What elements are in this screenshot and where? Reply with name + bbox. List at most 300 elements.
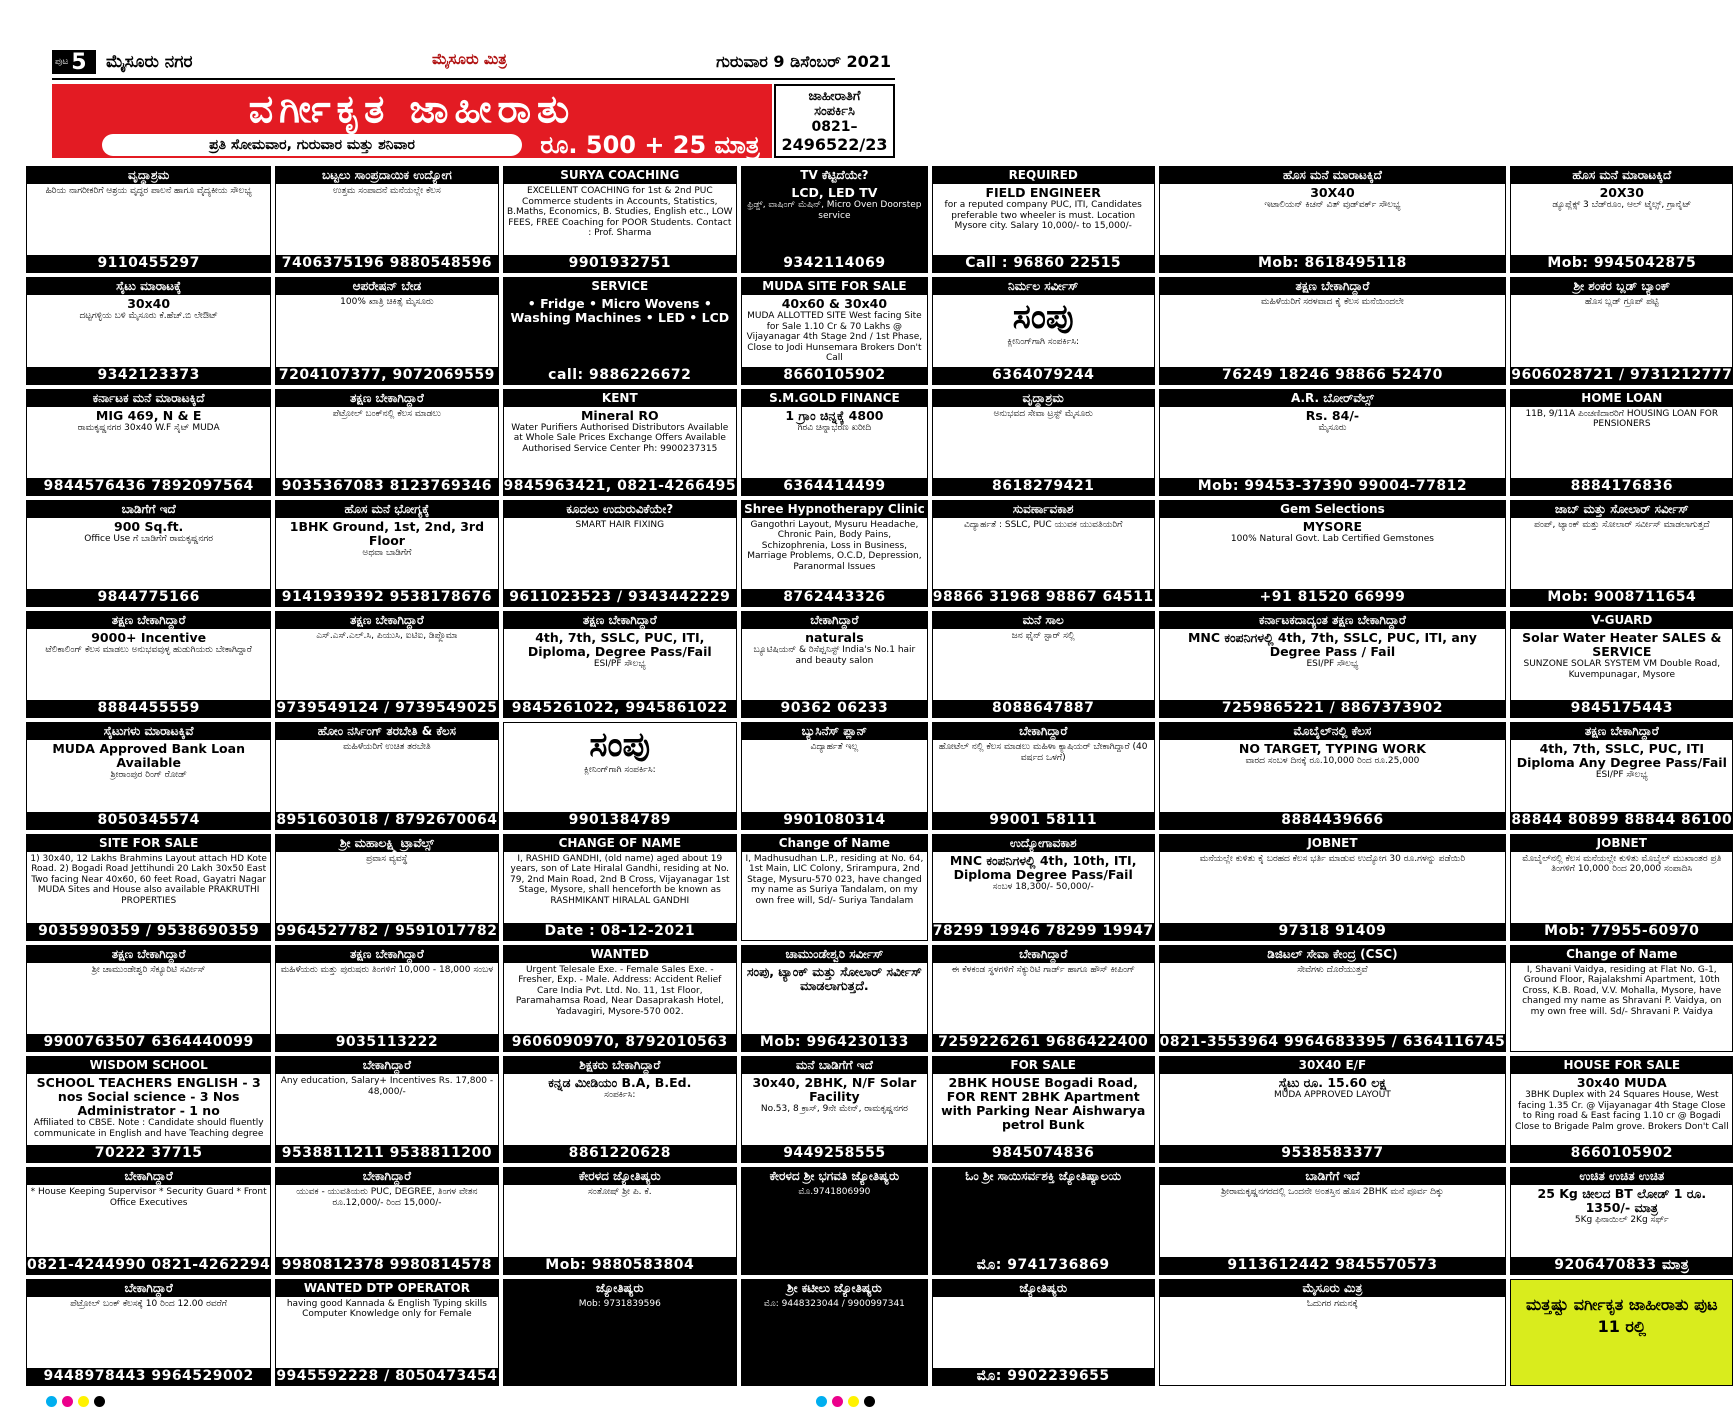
classified-ad (503, 1056, 738, 1163)
ad-highlight-text: ಸಂಪು, ಟ್ಯಾಂಕ್ ಮತ್ತು ಸೋಲಾರ್ ಸರ್ವೀಸ್ ಮಾಡಲಾಗುತ್ತದೆ. (746, 963, 922, 993)
classified-ad (741, 1167, 928, 1274)
classified-ad (503, 277, 738, 384)
classified-ad (275, 834, 498, 941)
ad-text: SMART HAIR FIXING (575, 519, 665, 530)
page-number-box (52, 50, 96, 74)
magenta-registration-mark (832, 1396, 843, 1407)
classified-ad (932, 1279, 1155, 1386)
ad-highlight-text: 1BHK Ground, 1st, 2nd, 3rd Floor (289, 518, 485, 548)
magenta-registration-mark (62, 1396, 73, 1407)
ad-heading: MUDA SITE FOR SALE (742, 278, 927, 295)
ad-heading: REQUIRED (933, 167, 1154, 184)
classified-ad (932, 611, 1155, 718)
ad-phone: 9449258555 (742, 1145, 927, 1162)
ad-body (933, 1074, 1154, 1145)
ad-body (27, 1074, 270, 1145)
ad-body (1160, 963, 1506, 1034)
classified-ad (503, 1167, 738, 1274)
ad-text: having good Kannada & English Typing skills Computer Knowledge only for Female (286, 1298, 487, 1320)
ad-body (1511, 1280, 1732, 1385)
ad-phone: 70222 37715 (27, 1145, 270, 1162)
ad-body (27, 740, 270, 811)
ad-phone: 9611023523 / 9343442229 (504, 589, 737, 606)
classified-ad (932, 166, 1155, 273)
ad-text: ಶ್ರೀರಾಮಕೃಷ್ಣನಗರದಲ್ಲಿ ಒಂದನೇ ಅಂತಸ್ತಿನ ಹೊಸ 2BHK ಮನೆ ಪೂರ್ವ ದಿಕ್ಕು (1221, 1187, 1444, 1198)
ad-heading: ತಕ್ಷಣ ಬೇಕಾಗಿದ್ದಾರೆ (27, 612, 270, 629)
cyan-registration-mark (46, 1396, 57, 1407)
ad-highlight-text: MNC ಕಂಪನಿಗಳಲ್ಲಿ 4th, 7th, SSLC, PUC, ITI, any Degree Pass / Fail (1187, 630, 1477, 660)
ad-text: Urgent Telesale Exe. - Female Sales Exe. - Fresher, Exp. - Male. Address: Accident Relief Care India Pvt. Ltd. No. 11, 1st Floor, Paramahamsa Road, Near Dasaprakash Hotel, Yadavagiri, Mysore-570 002. (515, 964, 724, 1017)
ad-body (933, 963, 1154, 1034)
ad-heading: ಬೇಕಾಗಿದ್ದಾರೆ (27, 1280, 270, 1297)
ad-heading: ಹೊಸ ಮನೆ ಮಾರಾಟಕ್ಕಿದೆ (1160, 167, 1506, 184)
ad-heading: ಜಾಬ್ ಮತ್ತು ಸೋಲಾರ್ ಸರ್ವೀಸ್ (1511, 501, 1732, 518)
ad-text: EXCELLENT COACHING for 1st & 2nd PUC Commerce students in Accounts, Statistics, B.Maths, Economics, B. Studies, English etc., LOW FEES, FREE Coaching for POOR Students. Contact : Prof. Sharma (507, 186, 733, 238)
classified-ad (26, 945, 271, 1052)
issue-date: ಗುರುವಾರ 9 ಡಿಸೆಂಬರ್ 2021 (716, 52, 891, 71)
ad-body (504, 723, 737, 811)
classified-ad (1159, 166, 1507, 273)
classified-ad (1510, 1056, 1733, 1163)
ad-highlight-text: Solar Water Heater SALES & SERVICE (1522, 630, 1722, 660)
ad-body (742, 963, 927, 1034)
ad-body (27, 1185, 270, 1256)
ad-body (1511, 184, 1732, 255)
ad-phone: 8762443326 (742, 589, 927, 606)
ad-text: ಹಿರಿಯ ನಾಗರೀಕರಿಗೆ ಆಶ್ರಯ ವೃದ್ಧರ ಪಾಲನೆ ಹಾಗೂ ವೈದ್ಯಕೀಯ ಸೌಲಭ್ಯ (45, 186, 252, 196)
ad-text: ಅಥವಾ ಬಾಡಿಗೆಗೆ (362, 547, 412, 558)
ad-text: Office Use ಗೆ ಬಾಡಿಗೆಗೆ ರಾಮಕೃಷ್ಣನಗರ (84, 533, 214, 544)
ad-text: ಮನೆಯಲ್ಲೇ ಕುಳಿತು ಕೈ ಬರಹದ ಕೆಲಸ ಭರ್ತಿ ಮಾಡುವ ಉದ್ಯೋಗ 30 ರೂ.ಗಳನ್ನು ಪಡೆಯಿರಿ (1199, 853, 1466, 864)
classified-ad (741, 389, 928, 496)
classified-ad (1159, 1279, 1507, 1386)
ad-phone: 8884439666 (1160, 812, 1506, 829)
ad-heading: CHANGE OF NAME (504, 835, 737, 852)
ad-highlight-text: MYSORE (1302, 518, 1363, 534)
ad-body (742, 629, 927, 700)
classified-ad (1159, 500, 1507, 607)
ad-phone: 9945592228 / 8050473454 (276, 1368, 498, 1384)
ad-phone: Mob: 8618495118 (1160, 255, 1506, 272)
classified-ad (26, 500, 271, 607)
ad-body (276, 1185, 497, 1256)
ad-text: ಹೊಸ ಬ್ಲಡ್ ಗ್ರೂಪ್ ಪಟ್ಟಿ (1585, 297, 1659, 308)
page-label: ಪುಟ (55, 57, 69, 67)
classified-ad (275, 1167, 498, 1274)
ad-highlight-text: naturals (805, 630, 864, 646)
ad-text: 5Kg ಫಿನಾಯಿಲ್ 2Kg ಸರ್ಫ್ (1574, 1215, 1669, 1226)
page-number: 5 (71, 49, 87, 75)
section-name: ಮೈಸೂರು ನಗರ (106, 52, 193, 72)
masthead-bar (52, 48, 895, 80)
ad-highlight-text: SCHOOL TEACHERS ENGLISH - 3 nos Social science - 3 Nos Administrator - 1 no (36, 1075, 261, 1119)
ad-body (742, 740, 927, 811)
ad-text: 1) 30x40, 12 Lakhs Brahmins Layout attach HD Kote Road. 2) Bogadi Road Jettihundi 20 Lakh 30x50 East Two facing Near 40x60, 60 feet Road, Gayatri Nagar MUDA Sites and House also available PRAKRUTHI PROPERTIES (30, 853, 267, 906)
classified-ad (1510, 945, 1733, 1052)
ad-body (1511, 407, 1732, 478)
classified-ad (275, 389, 498, 496)
ad-body (1160, 1297, 1506, 1385)
classified-ad (275, 1056, 498, 1163)
ad-heading: WANTED DTP OPERATOR (276, 1280, 497, 1297)
contact-line3: 0821– (811, 119, 858, 135)
ad-body (1160, 295, 1506, 366)
ad-phone: call: 9886226672 (504, 367, 737, 384)
ad-body (933, 629, 1154, 700)
ad-heading: ಬೇಕಾಗಿದ್ದಾರೆ (742, 612, 927, 629)
ad-phone: 8861220628 (504, 1145, 737, 1162)
ad-text: ವಾರದ ಸಂಬಳ ದಿನಕ್ಕೆ ರೂ.10,000 ರಿಂದ ರೂ.25,000 (1245, 756, 1420, 767)
ad-phone: ಮೊ: 9902239655 (933, 1368, 1154, 1385)
ad-heading: ಬೇಕಾಗಿದ್ದಾರೆ (276, 1168, 497, 1185)
ad-text: ಸಂಬಳ 18,300/- 50,000/- (992, 881, 1094, 892)
ad-text: ಮಹಿಳೆಯರು ಮತ್ತು ಪುರುಷರು ತಿಂಗಳಿಗೆ 10,000 - 18,000 ಸಂಬಳ (280, 964, 494, 975)
ad-phone: Mob: 99453-37390 99004-77812 (1160, 478, 1506, 495)
ad-text: ಯುವಕ - ಯುವತಿಯರು PUC, DEGREE, ತಿಂಗಳ ವೇತನ ರೂ.12,000/- ರಿಂದ 15,000/- (296, 1187, 478, 1208)
ad-body (27, 852, 270, 923)
ad-phone: 8618279421 (933, 478, 1154, 495)
ad-text: ವಿದ್ಯಾರ್ಹತೆ ಇಲ್ಲ (810, 742, 859, 753)
ad-text: I, Shavani Vaidya, residing at Flat No. G-1, Ground Floor, Rajalakshmi Apartment, 10th Cross, K.B. Road, V.V. Mohalla, Mysore, have changed my name as Shravani P. Vaidya, on my own free will. Sd/- Shravani P. Vaidya (1522, 964, 1722, 1017)
classified-ad (503, 945, 738, 1052)
ad-phone: 9110455297 (27, 255, 270, 272)
ad-highlight-text: 2BHK HOUSE Bogadi Road, FOR RENT 2BHK Apartment with Parking Near Aishwarya petrol Bunk (941, 1075, 1146, 1133)
ad-body (27, 407, 270, 478)
ad-phone: 7406375196 9880548596 (276, 255, 497, 272)
ad-heading: ಮೈಸೂರು ಮಿತ್ರ (1160, 1280, 1506, 1297)
ad-text: Any education, Salary+ Incentives Rs. 17,800 - 48,000/- (280, 1076, 494, 1097)
classified-ad (1510, 166, 1733, 273)
ad-phone: 9845261022, 9945861022 (504, 700, 737, 717)
ad-phone: 6364079244 (933, 367, 1154, 384)
ad-body (27, 184, 270, 255)
ad-highlight-text: 20X30 (1599, 185, 1645, 200)
contact-line4: 2496522/23 (781, 135, 888, 154)
classified-ad (503, 834, 738, 941)
ad-body (276, 184, 497, 255)
ad-text: Gangothri Layout, Mysuru Headache, Chronic Pain, Body Pains, Schizophrenia, Loss in Business, Marriage Problems, O.C.D, Depression, Paranormal Issues (747, 519, 922, 572)
ad-body (1511, 629, 1732, 700)
classified-ad (503, 166, 738, 273)
ad-text: Affiliated to CBSE. Note : Candidate should fluently communicate in English and have Teaching degree (33, 1118, 264, 1139)
ad-phone: 7259226261 9686422400 (933, 1034, 1154, 1051)
ad-text: ಶ್ರೀ ಚಾಮುಂಡೇಶ್ವರಿ ಸೆಕ್ಯೂರಿಟಿ ಸರ್ವೀಸ್ (91, 964, 206, 975)
ad-highlight-text: 4th, 7th, SSLC, PUC, ITI Diploma Any Degree Pass/Fail (1516, 741, 1727, 771)
ad-body (276, 963, 497, 1034)
contact-line1: ಜಾಹೀರಾತಿಗೆ (808, 89, 861, 104)
ad-heading: ತಕ್ಷಣ ಬೇಕಾಗಿದ್ದಾರೆ (276, 390, 497, 407)
classified-ad (1159, 1167, 1507, 1274)
ad-phone: 9739549124 / 9739549025 (276, 700, 498, 717)
ad-highlight-text: 30x40, 2BHK, N/F Solar Facility (752, 1075, 917, 1105)
ad-highlight-text: LCD, LED TV (791, 185, 878, 200)
ad-body (742, 1297, 927, 1385)
classified-ad (741, 945, 928, 1052)
ad-body (1511, 1074, 1732, 1145)
ad-phone: 76249 18246 98866 52470 (1160, 367, 1506, 384)
ad-body (933, 295, 1154, 366)
classified-ad (503, 611, 738, 718)
classified-ad (275, 166, 498, 273)
ad-body (27, 295, 270, 366)
ad-phone: 9141939392 9538178676 (276, 589, 497, 606)
yellow-registration-mark (848, 1396, 859, 1407)
ad-phone: 9035990359 / 9538690359 (27, 923, 270, 940)
ad-phone: 9538583377 (1160, 1145, 1506, 1162)
ad-text: ಪೆಟ್ರೋಲ್ ಬಂಕ್‌ನಲ್ಲಿ ಕೆಲಸ ಮಾಡಲು (332, 408, 441, 419)
ad-body (276, 852, 497, 923)
ad-heading: ಚಾಮುಂಡೇಶ್ವರಿ ಸರ್ವೀಸ್ (742, 946, 927, 963)
ad-heading: ತಕ್ಷಣ ಬೇಕಾಗಿದ್ದಾರೆ (1511, 723, 1732, 740)
ad-text: ಟೆಲಿಕಾಲಿಂಗ್ ಕೆಲಸ ಮಾಡಲು ಅನುಭವವುಳ್ಳ ಹುಡುಗಿಯರು ಬೇಕಾಗಿದ್ದಾರೆ (45, 645, 252, 656)
ad-heading: ವೃದ್ಧಾಶ್ರಮ (933, 390, 1154, 407)
ad-body (1160, 740, 1506, 811)
classified-ad (503, 1279, 738, 1386)
classified-ad (741, 500, 928, 607)
ad-text: ಸಂಪರ್ಕಿಸಿ: (604, 1090, 636, 1101)
classified-ad (741, 166, 928, 273)
ad-text: ಮೊ.9741806990 (798, 1187, 871, 1198)
ad-body (1160, 407, 1506, 478)
ad-phone: 0821-4244990 0821-4262294 (27, 1256, 271, 1273)
ad-body (933, 740, 1154, 811)
classified-ad (26, 611, 271, 718)
ad-heading: ತಕ್ಷಣ ಬೇಕಾಗಿದ್ದಾರೆ (504, 612, 737, 629)
ad-text: I, RASHID GANDHI, (old name) aged about 19 years, son of Late Hiralal Gandhi, residing at No. 79, 2nd Main Road, 2nd B Cross, Vijayanagar 1st Stage, Mysore, shall henceforth be known as RASHMIKANT HIRALAL GANDHI (510, 853, 730, 906)
ad-heading: ತಕ್ಷಣ ಬೇಕಾಗಿದ್ದಾರೆ (276, 612, 497, 629)
ad-text: 11B, 9/11A ಪಿಂಚಣಿದಾರರಿಗೆ HOUSING LOAN FOR PENSIONERS (1525, 408, 1719, 430)
ad-heading: ಮನೆ ಬಾಡಿಗೆಗೆ ಇದೆ (742, 1057, 927, 1074)
ad-body (933, 518, 1154, 589)
ad-body (933, 1297, 1154, 1368)
ad-body (1160, 629, 1506, 700)
ad-heading: ಶ್ರೀ ಶಂಕರ ಬ್ಲಡ್ ಬ್ಯಾಂಕ್ (1511, 278, 1732, 295)
ad-text: ಮೊ: 9448323044 / 9900997341 (763, 1298, 905, 1309)
ad-text: ಅನುಭವದ ಸೇವಾ ಟ್ರಸ್ಟ್ ಮೈಸೂರು (993, 408, 1093, 419)
ad-text: ಮಹಿಳೆಯರಿಗೆ ಸರಳವಾದ ಕೈ ಕೆಲಸ ಮನೆಯಿಂದಲೇ (1261, 297, 1404, 308)
cyan-registration-mark (816, 1396, 827, 1407)
classified-ad (1159, 611, 1507, 718)
ad-heading: SERVICE (504, 278, 737, 295)
ad-body (276, 407, 497, 478)
classified-ad (1510, 389, 1733, 496)
ad-text: ಪ್ರವಾಸ ವ್ಯವಸ್ಥೆ (366, 853, 408, 864)
ad-highlight-text: 30x40 MUDA (1576, 1075, 1667, 1091)
ad-text: ಮಹಿಳೆಯರಿಗೆ ಉಚಿತ ತರಬೇತಿ (343, 742, 431, 753)
ad-text: ESI/PF ಸೌಲಭ್ಯ (1306, 659, 1359, 670)
ad-heading: ಕೇರಳದ ಜ್ಯೋತಿಷ್ಯರು (504, 1168, 737, 1185)
ad-phone: Mob: 9880583804 (504, 1257, 737, 1274)
ad-highlight-text: NO TARGET, TYPING WORK (1238, 741, 1426, 757)
ad-phone: 9980812378 9980814578 (276, 1257, 497, 1274)
ad-body (1511, 963, 1732, 1051)
ad-body (1511, 852, 1732, 923)
ad-phone: 8951603018 / 8792670064 (276, 811, 498, 828)
ad-phone: 7204107377, 9072069559 (276, 367, 497, 384)
ad-highlight-text: 30X40 (1310, 185, 1355, 200)
ad-heading: ಬಾಡಿಗೆಗೆ ಇದೆ (1160, 1168, 1506, 1185)
ad-text: ಕ್ಲೀನಿಂಗ್‌ಗಾಗಿ ಸಂಪರ್ಕಿಸಿ: (583, 765, 656, 776)
classified-ad (1159, 834, 1507, 941)
ad-text: SUNZONE SOLAR SYSTEM VM Double Road, Kuvempunagar, Mysore (1523, 659, 1721, 680)
ad-phone: ಮೊ: 9741736869 (933, 1257, 1154, 1274)
ad-body (504, 1074, 737, 1145)
ad-phone: 9448978443 9964529002 (27, 1368, 270, 1385)
classified-ad (1159, 1056, 1507, 1163)
ad-heading: ವೃದ್ಧಾಶ್ರಮ (27, 167, 270, 184)
ad-heading: WANTED (504, 946, 737, 963)
ad-text: ESI/PF ಸೌಲಭ್ಯ (1595, 770, 1648, 781)
classified-ad (741, 1279, 928, 1386)
ad-heading: SITE FOR SALE (27, 835, 270, 852)
black-registration-mark (94, 1396, 105, 1407)
ad-heading: ಬೇಕಾಗಿದ್ದಾರೆ (933, 723, 1154, 740)
classified-ad (1510, 1279, 1733, 1386)
newspaper-logo: ಮೈಸೂರು ಮಿತ್ರ (432, 50, 507, 68)
ad-highlight-text: Mineral RO (580, 407, 659, 423)
ad-text: ದಟ್ಟಗಳ್ಳಿಯ ಬಳಿ ಮೈಸೂರು ಕೆ.ಹೆಚ್.ಬಿ ಲೇಔಟ್ (79, 311, 218, 322)
ad-heading: S.M.GOLD FINANCE (742, 390, 927, 407)
ad-text: ಹೋಟೆಲ್ ನಲ್ಲಿ ಕೆಲಸ ಮಾಡಲು ಮಹಿಳಾ ಕ್ಯಾಷಿಯರ್ ಬೇಕಾಗಿದ್ದಾರೆ (40 ವರ್ಷದ ಒಳಗೆ) (938, 742, 1148, 763)
ad-highlight-text: 1 ಗ್ರಾಂ ಚಿನ್ನಕ್ಕೆ 4800 (785, 407, 884, 423)
ad-heading: ಉದ್ಯೋಗಾವಕಾಶ (933, 835, 1154, 852)
ad-text: ಎಸ್.ಎಸ್.ಎಲ್.ಸಿ, ಪಿಯುಸಿ, ಐಟಿಐ, ಡಿಪ್ಲೊಮಾ (316, 631, 458, 642)
ad-text: ಈ ಕೆಳಕಂಡ ಸ್ಥಳಗಳಿಗೆ ಸೆಕ್ಯುರಿಟಿ ಗಾರ್ಡ್ ಹಾಗೂ ಹೌಸ್ ಕೀಪಿಂಗ್ (951, 964, 1135, 975)
ad-body (742, 518, 927, 589)
ad-highlight-text: 30x40 (127, 296, 171, 312)
ad-text: 100% ಖಾತ್ರಿ ಚಿಕಿತ್ಸೆ ಮೈಸೂರು (340, 297, 434, 308)
ad-heading: ಶ್ರೀ ಕಟೀಲು ಜ್ಯೋತಿಷ್ಯರು (742, 1280, 927, 1297)
ad-phone: Mob: 9008711654 (1511, 589, 1732, 606)
ad-text: MUDA ALLOTTED SITE West facing Site for Sale 1.10 Cr & 70 Lakhs @ Vijayanagar 4th Stage 2nd / 1st Phase, Close to Jodi Hunsemara Brokers Don't Call (746, 311, 923, 364)
ad-phone: 9035113222 (276, 1034, 497, 1051)
ad-heading: FOR SALE (933, 1057, 1154, 1074)
ad-phone: 6364414499 (742, 478, 927, 495)
banner-title: ವರ್ಗೀಕೃತ ಜಾಹೀರಾತು (248, 87, 576, 131)
ad-phone: 9844576436 7892097564 (27, 478, 270, 495)
classified-ad (26, 1279, 271, 1386)
ad-heading: ನಿರ್ಮಲ ಸರ್ವೀಸ್ (933, 278, 1154, 295)
ad-text: * House Keeping Supervisor * Security Guard * Front Office Executives (30, 1187, 267, 1208)
ad-heading: HOME LOAN (1511, 390, 1732, 407)
ad-text: ಪೆಟ್ರೋಲ್ ಬಂಕ್ ಕೆಲಸಕ್ಕೆ 10 ರಿಂದ 12.00 ರವರೆಗೆ (70, 1298, 228, 1309)
ad-text: MUDA APPROVED LAYOUT (1274, 1090, 1391, 1101)
ad-phone: 9342123373 (27, 367, 270, 384)
classified-ad (1510, 611, 1733, 718)
ad-heading: JOBNET (1160, 835, 1506, 852)
ad-highlight-text: Rs. 84/- (1305, 407, 1360, 423)
ad-heading: ಡಿಜಿಟಲ್ ಸೇವಾ ಕೇಂದ್ರ (CSC) (1160, 946, 1506, 963)
ad-phone: 7259865221 / 8867373902 (1160, 700, 1506, 717)
ad-text: ಫ್ರಿಡ್ಜ್, ವಾಷಿಂಗ್ ಮೆಷಿನ್, Micro Oven Doorstep service (747, 200, 922, 221)
ad-body (1160, 1074, 1506, 1145)
ad-body (504, 852, 737, 923)
ad-body (1511, 518, 1732, 589)
ad-phone: Date : 08-12-2021 (504, 923, 737, 940)
ad-text: for a reputed company PUC, ITI, Candidates preferable two wheeler is must. Location Mysore city. Salary 10,000/- to 15,000/- (944, 200, 1142, 231)
ad-heading: ಕೇರಳದ ಶ್ರೀ ಭಗವತಿ ಜ್ಯೋತಿಷ್ಯರು (742, 1168, 927, 1185)
ad-body (933, 407, 1154, 478)
ad-phone: 8660105902 (1511, 1145, 1732, 1162)
ad-heading: JOBNET (1511, 835, 1732, 852)
ad-text: ಜನ ಫೈನ್ ಸ್ಟಾರ್ ಸಲ್ಲಿ (1011, 631, 1075, 642)
ad-phone: +91 81520 66999 (1160, 589, 1506, 606)
ad-highlight-text: • Fridge • Micro Wovens • Washing Machines • LED • LCD (510, 296, 730, 326)
ad-heading: V-GUARD (1511, 612, 1732, 629)
classified-ad (26, 834, 271, 941)
ad-body (504, 1297, 737, 1385)
ad-heading: ಉಚಿತ ಉಚಿತ ಉಚಿತ (1511, 1168, 1732, 1185)
ad-body (276, 1297, 497, 1368)
ad-body (276, 518, 497, 589)
ad-phone: 9845963421, 0821-4266495 (503, 477, 737, 494)
classified-ad (275, 500, 498, 607)
ad-text: ESI/PF ಸೌಲಭ್ಯ (593, 659, 646, 670)
ad-text: Water Purifiers Authorised Distributors Available at Whole Sale Prices Exchange Offers Available Authorised Service Center Ph: 9900237315 (511, 422, 729, 454)
ad-body (27, 1297, 270, 1368)
ad-body (27, 518, 270, 589)
ad-phone: 78299 19946 78299 19947 (932, 922, 1154, 939)
classified-ad (26, 389, 271, 496)
ad-phone: 9606090970, 8792010563 (504, 1034, 737, 1051)
ad-heading: ತಕ್ಷಣ ಬೇಕಾಗಿದ್ದಾರೆ (276, 946, 497, 963)
ad-phone: 8884455559 (27, 700, 270, 717)
classified-ad (741, 834, 928, 941)
ad-highlight-text: 40x60 & 30x40 (781, 296, 888, 312)
ad-phone: 8884176836 (1511, 478, 1732, 495)
classified-ad (741, 277, 928, 384)
ad-heading: ಬೇಕಾಗಿದ್ದಾರೆ (933, 946, 1154, 963)
ad-heading: ತಕ್ಷಣ ಬೇಕಾಗಿದ್ದಾರೆ (27, 946, 270, 963)
ad-text: 100% Natural Govt. Lab Certified Gemstones (1230, 533, 1434, 544)
ad-text: ಗಿರವಿ ಚಿನ್ನಾಭರಣ ಖರೀದಿ (797, 422, 872, 433)
ad-heading: ಜ್ಯೋತಿಷ್ಯರು (933, 1280, 1154, 1297)
ad-heading: ಕರ್ನಾಟಕ ಮನೆ ಮಾರಾಟಕ್ಕಿದೆ (27, 390, 270, 407)
ad-body (1160, 1185, 1506, 1256)
ad-heading: ಮನೆ ಸಾಲ (933, 612, 1154, 629)
ad-heading: 30X40 E/F (1160, 1057, 1506, 1074)
ad-text: ವಿದ್ಯಾರ್ಹತೆ : SSLC, PUC ಯುವಕ ಯುವತಿಯರಿಗೆ (964, 519, 1123, 530)
ad-body (933, 184, 1154, 255)
ad-body (742, 407, 927, 478)
classified-ad (26, 277, 271, 384)
classified-ad (932, 834, 1155, 941)
ad-phone: 9206470833 ಮಾತ್ರ (1511, 1257, 1732, 1274)
ad-body (276, 1074, 497, 1145)
classified-ad (932, 389, 1155, 496)
ad-display-text: ಸಂಪು (589, 725, 651, 766)
ad-text: ಬ್ಯೂಟಿಷಿಯನ್ & ರಿಸೆಪ್ಷನಿಸ್ಟ್ India's No.1 hair and beauty salon (753, 645, 916, 666)
classified-ad (1159, 722, 1507, 829)
ad-phone: 9538811211 9538811200 (276, 1145, 497, 1162)
ad-text: 3BHK Duplex with 24 Squares House, West facing 1.35 Cr. @ Vijayanagar 4th Stage Close to Ring road & East facing 1.10 cr @ Bogadi Close to Brigade Palm grove. Brokers Don't Call (1514, 1090, 1729, 1132)
contact-line2: ಸಂಪರ್ಕಿಸಿ (814, 104, 855, 119)
ad-phone: 9113612442 9845570573 (1160, 1257, 1506, 1274)
ad-body (933, 852, 1154, 923)
classified-ad (1510, 277, 1733, 384)
ad-body (504, 629, 737, 700)
ad-body (504, 1185, 737, 1256)
ad-body (742, 1074, 927, 1145)
contact-box (774, 84, 895, 158)
classified-ad (932, 500, 1155, 607)
ad-body (27, 963, 270, 1034)
ad-body (276, 740, 497, 811)
ad-highlight-text: MNC ಕಂಪನಿಗಳಲ್ಲಿ 4th, 10th, ITI, Diploma Degree Pass/Fail (949, 852, 1137, 882)
ad-heading: ತಕ್ಷಣ ಬೇಕಾಗಿದ್ದಾರೆ (1160, 278, 1506, 295)
ad-heading: ಕೂದಲು ಉದುರುವಿಕೆಯೇ? (504, 501, 737, 518)
classified-ad (26, 1167, 271, 1274)
